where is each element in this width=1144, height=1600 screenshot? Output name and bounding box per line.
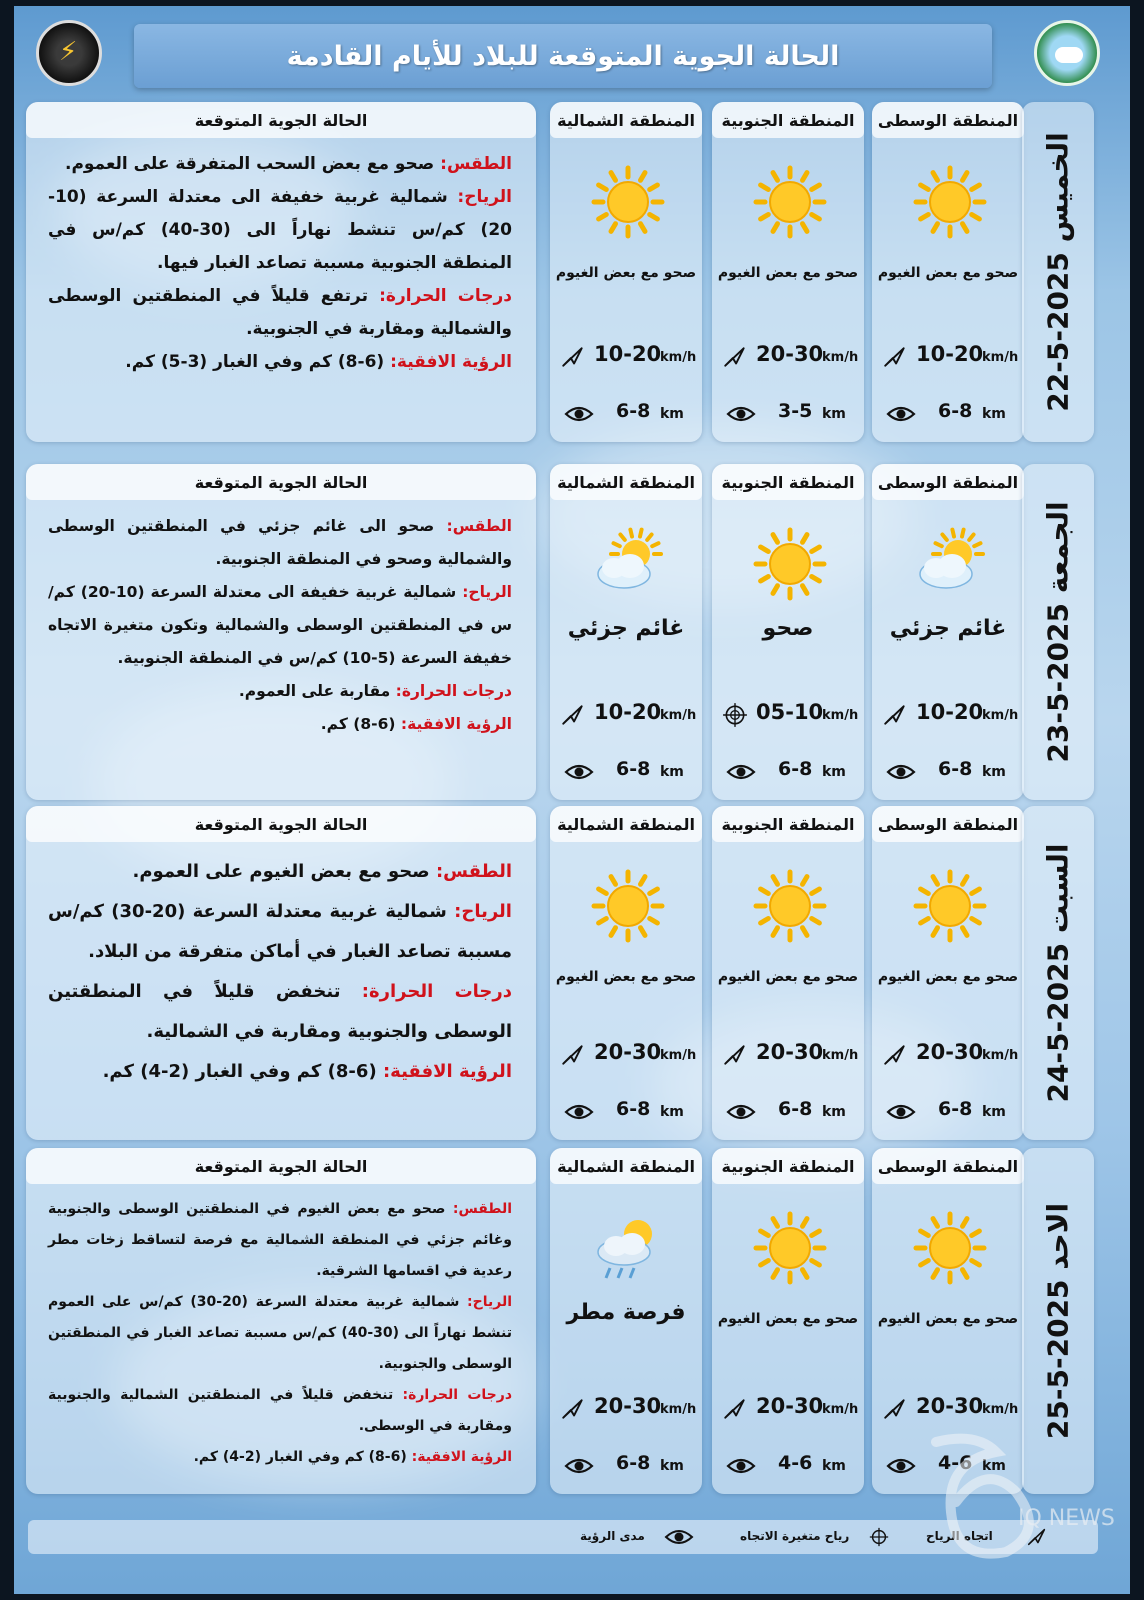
condition-text: صحو مع بعض الغيوم <box>877 969 1019 985</box>
region-name: المنطقة الوسطى <box>872 464 1024 500</box>
visibility-value: 4-6 <box>778 1452 813 1474</box>
visibility-value: 6-8 <box>616 400 651 422</box>
sun-icon <box>912 164 988 240</box>
region-name: المنطقة الجنوبية <box>712 806 864 842</box>
sun-icon <box>912 868 988 944</box>
sun-icon <box>752 164 828 240</box>
day-row <box>26 102 1096 442</box>
wind-line <box>48 892 512 972</box>
condition-text: صحو مع بعض الغيوم <box>877 1311 1019 1327</box>
forecast-description-panel <box>26 1148 536 1494</box>
visibility-row <box>550 1098 702 1128</box>
day-date: السبت 2025-5-24 <box>1041 843 1075 1103</box>
wind-line <box>48 1287 512 1380</box>
wind-direction-icon <box>882 702 908 728</box>
eye-icon <box>886 1102 916 1122</box>
forecast-text <box>48 1194 512 1473</box>
visibility-line <box>48 708 512 741</box>
visibility-value: 4-6 <box>938 1452 973 1474</box>
region-name: المنطقة الشمالية <box>550 102 702 138</box>
wind-direction-icon <box>882 1396 908 1422</box>
region-name: المنطقة الشمالية <box>550 1148 702 1184</box>
wind-speed-value: 20-30 <box>916 1040 984 1064</box>
wind-direction-icon <box>722 344 748 370</box>
partly-cloudy-icon <box>912 526 988 602</box>
sun-icon <box>752 1210 828 1286</box>
wind-speed-value: 20-30 <box>916 1394 984 1418</box>
wind-direction-icon <box>560 1042 586 1068</box>
forecast-description-panel <box>26 464 536 800</box>
visibility-unit: km <box>982 1458 1006 1474</box>
visibility-row <box>550 1452 702 1482</box>
title-banner <box>134 24 992 88</box>
eye-icon <box>664 1526 694 1548</box>
visibility-unit: km <box>822 764 846 780</box>
wind-speed-unit: km/h <box>660 1402 697 1417</box>
variable-wind-icon <box>722 702 748 728</box>
wind-speed-value: 20-30 <box>756 1394 824 1418</box>
eye-icon <box>726 1456 756 1476</box>
condition-text: صحو مع بعض الغيوم <box>555 969 697 985</box>
region-card-south <box>712 464 864 800</box>
panel-title: الحالة الجوية المتوقعة <box>26 464 536 500</box>
condition-text: صحو مع بعض الغيوم <box>717 265 859 281</box>
eye-icon <box>886 404 916 424</box>
wind-direction-icon <box>882 1042 908 1068</box>
panel-title: الحالة الجوية المتوقعة <box>26 102 536 138</box>
visibility-unit: km <box>660 1104 684 1120</box>
wind-speed-value: 20-30 <box>756 1040 824 1064</box>
wind-speed-unit: km/h <box>982 708 1019 723</box>
wind-speed-value: 20-30 <box>756 342 824 366</box>
visibility-unit: km <box>660 406 684 422</box>
wind-speed-unit: km/h <box>982 1048 1019 1063</box>
day-date: الجمعة 2025-5-23 <box>1041 501 1075 763</box>
wind-direction-icon <box>560 344 586 370</box>
temperature-line <box>48 280 512 346</box>
wind-label: الرياح: <box>462 583 512 601</box>
wind-speed-unit: km/h <box>822 708 859 723</box>
wind-speed-row <box>550 1040 702 1070</box>
sun-icon <box>912 1210 988 1286</box>
visibility-unit: km <box>982 764 1006 780</box>
visibility-text: (6-8) كم وفي الغبار (3-5) كم. <box>125 352 385 372</box>
weather-label: الطقس: <box>446 517 512 535</box>
wind-speed-unit: km/h <box>982 1402 1019 1417</box>
region-name: المنطقة الوسطى <box>872 1148 1024 1184</box>
day-row <box>26 464 1096 800</box>
day-date-box <box>1022 806 1094 1140</box>
wind-speed-row <box>872 342 1024 372</box>
region-card-north <box>550 1148 702 1494</box>
weather-text: صحو مع بعض الغيوم على العموم. <box>132 861 430 882</box>
region-name: المنطقة الشمالية <box>550 464 702 500</box>
wind-text: شمالية غربية خفيفة الى معتدلة السرعة (10-20) كم/س تنشط نهاراً الى (30-40) كم/س في المنطقة الجنوبية مسببة تصاعد الغبار فيها. <box>48 187 512 273</box>
wind-speed-value: 20-30 <box>594 1040 662 1064</box>
region-card-north <box>550 806 702 1140</box>
day-date-box <box>1022 102 1094 442</box>
temperature-text: ترتفع قليلاً في المنطقتين الوسطى والشمالية ومقاربة في الجنوبية. <box>48 286 512 339</box>
visibility-unit: km <box>822 1458 846 1474</box>
weather-line <box>48 852 512 892</box>
sun-icon <box>590 868 666 944</box>
page-title: الحالة الجوية المتوقعة للبلاد للأيام القادمة <box>286 40 840 72</box>
wind-text: شمالية غربية معتدلة السرعة (20-30) كم/س على العموم تنشط نهاراً الى (30-40) كم/س مسببة تصاعد الغبار في المنطقتين الوسطى والجنوبية. <box>48 1294 512 1372</box>
eye-icon <box>564 762 594 782</box>
wind-speed-unit: km/h <box>822 350 859 365</box>
legend-variable-wind: رياح متغيرة الاتجاه <box>740 1529 850 1543</box>
region-card-south <box>712 1148 864 1494</box>
wind-speed-row <box>550 700 702 730</box>
visibility-row <box>712 1452 864 1482</box>
forecast-text <box>48 148 512 379</box>
visibility-line <box>48 346 512 379</box>
wind-speed-value: 20-30 <box>594 1394 662 1418</box>
wind-label: الرياح: <box>454 901 512 922</box>
weather-label: الطقس: <box>452 1201 513 1217</box>
day-date-box <box>1022 464 1094 800</box>
wind-speed-value: 10-20 <box>594 342 662 366</box>
wind-speed-value: 10-20 <box>594 700 662 724</box>
forecast-text <box>48 852 512 1092</box>
wind-speed-row <box>712 700 864 730</box>
visibility-row <box>872 1098 1024 1128</box>
eye-icon <box>564 1102 594 1122</box>
condition-text: فرصة مطر <box>566 1300 686 1325</box>
visibility-label: الرؤية الافقية: <box>382 1061 512 1082</box>
wind-label: الرياح: <box>467 1294 513 1310</box>
wind-speed-row <box>550 1394 702 1424</box>
visibility-line <box>48 1442 512 1473</box>
wind-speed-unit: km/h <box>822 1048 859 1063</box>
condition-text: صحو مع بعض الغيوم <box>877 265 1019 281</box>
temperature-text: تنخفض قليلاً في المنطقتين الشمالية والجنوبية ومقاربة في الوسطى. <box>48 1387 512 1434</box>
weather-label: الطقس: <box>440 154 512 174</box>
variable-wind-icon <box>868 1526 890 1548</box>
visibility-value: 6-8 <box>616 758 651 780</box>
meteorology-organization-logo <box>36 20 102 86</box>
region-card-central <box>872 464 1024 800</box>
forecast-text <box>48 510 512 741</box>
day-date: الاحد 2025-5-25 <box>1041 1202 1075 1440</box>
region-name: المنطقة الجنوبية <box>712 102 864 138</box>
wind-speed-unit: km/h <box>822 1402 859 1417</box>
sun-icon <box>752 868 828 944</box>
visibility-row <box>550 400 702 430</box>
eye-icon <box>564 1456 594 1476</box>
wind-direction-icon <box>560 1396 586 1422</box>
condition-text: صحو <box>762 616 814 641</box>
wind-direction-icon <box>882 344 908 370</box>
forecast-poster <box>14 6 1130 1594</box>
eye-icon <box>726 762 756 782</box>
region-card-south <box>712 102 864 442</box>
temperature-label: درجات الحرارة: <box>379 286 512 306</box>
region-card-central <box>872 806 1024 1140</box>
visibility-unit: km <box>660 764 684 780</box>
weather-line <box>48 148 512 181</box>
wind-speed-unit: km/h <box>660 1048 697 1063</box>
day-row <box>26 806 1096 1140</box>
eye-icon <box>726 1102 756 1122</box>
wind-speed-row <box>872 1040 1024 1070</box>
wind-speed-value: 10-20 <box>916 700 984 724</box>
region-card-north <box>550 102 702 442</box>
temperature-line <box>48 972 512 1052</box>
wind-speed-row <box>872 700 1024 730</box>
region-name: المنطقة الجنوبية <box>712 1148 864 1184</box>
visibility-unit: km <box>982 1104 1006 1120</box>
visibility-row <box>872 758 1024 788</box>
visibility-line <box>48 1052 512 1092</box>
weather-authority-logo <box>1034 20 1100 86</box>
wind-direction-icon <box>722 1396 748 1422</box>
region-card-south <box>712 806 864 1140</box>
visibility-row <box>550 758 702 788</box>
wind-speed-row <box>712 342 864 372</box>
wind-speed-row <box>550 342 702 372</box>
wind-speed-value: 10-20 <box>916 342 984 366</box>
temperature-line <box>48 1380 512 1442</box>
visibility-unit: km <box>982 406 1006 422</box>
wind-label: الرياح: <box>457 187 512 207</box>
visibility-unit: km <box>822 1104 846 1120</box>
wind-speed-unit: km/h <box>982 350 1019 365</box>
visibility-value: 6-8 <box>938 400 973 422</box>
visibility-value: 6-8 <box>778 1098 813 1120</box>
sun-icon <box>752 526 828 602</box>
visibility-label: الرؤية الافقية: <box>411 1449 512 1465</box>
visibility-label: الرؤية الافقية: <box>400 715 512 733</box>
temperature-label: درجات الحرارة: <box>395 682 512 700</box>
visibility-value: 6-8 <box>778 758 813 780</box>
visibility-label: الرؤية الافقية: <box>390 352 512 372</box>
legend-wind-direction: اتجاه الرياح <box>926 1529 993 1543</box>
visibility-row <box>872 400 1024 430</box>
forecast-description-panel <box>26 806 536 1140</box>
wind-speed-row <box>712 1040 864 1070</box>
iq-news-watermark-logo <box>906 1422 1116 1572</box>
visibility-row <box>712 1098 864 1128</box>
visibility-row <box>712 758 864 788</box>
wind-speed-row <box>872 1394 1024 1424</box>
sun-icon <box>590 164 666 240</box>
weather-text: صحو الى غائم جزئي في المنطقتين الوسطى والشمالية وصحو في المنطقة الجنوبية. <box>48 517 512 568</box>
temperature-label: درجات الحرارة: <box>402 1387 512 1403</box>
visibility-value: 6-8 <box>938 758 973 780</box>
wind-speed-row <box>712 1394 864 1424</box>
visibility-unit: km <box>660 1458 684 1474</box>
eye-icon <box>886 762 916 782</box>
eye-icon <box>564 404 594 424</box>
visibility-value: 6-8 <box>938 1098 973 1120</box>
panel-title: الحالة الجوية المتوقعة <box>26 1148 536 1184</box>
wind-line <box>48 576 512 675</box>
visibility-text: (6-8) كم وفي الغبار (2-4) كم. <box>193 1449 407 1465</box>
legend-visibility: مدى الرؤية <box>580 1529 645 1543</box>
temperature-text: مقاربة على العموم. <box>238 682 391 700</box>
weather-text: صحو مع بعض الغيوم في المنطقتين الوسطى والجنوبية وغائم جزئي في المنطقة الشمالية مع فرصة لتساقط زخات مطر رعدية في اقسامها الشرقية. <box>48 1201 512 1279</box>
visibility-row <box>712 400 864 430</box>
weather-label: الطقس: <box>435 861 512 882</box>
region-name: المنطقة الوسطى <box>872 806 1024 842</box>
region-card-north <box>550 464 702 800</box>
visibility-value: 6-8 <box>616 1098 651 1120</box>
visibility-text: (6-8) كم وفي الغبار (2-4) كم. <box>102 1061 377 1082</box>
temperature-label: درجات الحرارة: <box>361 981 512 1002</box>
wind-direction-icon <box>560 702 586 728</box>
temperature-line <box>48 675 512 708</box>
temperature-text: تنخفض قليلاً في المنطقتين الوسطى والجنوبية ومقاربة في الشمالية. <box>48 981 512 1042</box>
weather-line <box>48 510 512 576</box>
wind-text: شمالية غربية معتدلة السرعة (20-30) كم/س مسببة تصاعد الغبار في أماكن متفرقة من البلاد. <box>48 901 512 962</box>
weather-line <box>48 1194 512 1287</box>
forecast-description-panel <box>26 102 536 442</box>
day-date: الخميس 2025-5-22 <box>1041 132 1075 412</box>
visibility-text: (6-8) كم. <box>320 715 396 733</box>
wind-speed-unit: km/h <box>660 708 697 723</box>
eye-icon <box>726 404 756 424</box>
region-name: المنطقة الجنوبية <box>712 464 864 500</box>
visibility-unit: km <box>822 406 846 422</box>
region-name: المنطقة الوسطى <box>872 102 1024 138</box>
wind-text: شمالية غربية خفيفة الى معتدلة السرعة (10-20) كم/س في المنطقتين الوسطى والشمالية وتكون متغيرة الاتجاه خفيفة السرعة (5-10) كم/س في المنطقة الجنوبية. <box>48 583 512 667</box>
condition-text: غائم جزئي <box>567 616 685 641</box>
condition-text: صحو مع بعض الغيوم <box>717 969 859 985</box>
wind-speed-value: 05-10 <box>756 700 824 724</box>
condition-text: صحو مع بعض الغيوم <box>717 1311 859 1327</box>
visibility-value: 6-8 <box>616 1452 651 1474</box>
panel-title: الحالة الجوية المتوقعة <box>26 806 536 842</box>
visibility-value: 3-5 <box>778 400 813 422</box>
rain-cloud-icon <box>590 1210 666 1286</box>
wind-speed-unit: km/h <box>660 350 697 365</box>
wind-line <box>48 181 512 280</box>
partly-cloudy-icon <box>590 526 666 602</box>
weather-text: صحو مع بعض السحب المتفرقة على العموم. <box>64 154 435 174</box>
region-name: المنطقة الشمالية <box>550 806 702 842</box>
region-card-central <box>872 102 1024 442</box>
condition-text: صحو مع بعض الغيوم <box>555 265 697 281</box>
wind-direction-icon <box>722 1042 748 1068</box>
watermark-text: IQ NEWS <box>1018 1506 1115 1531</box>
condition-text: غائم جزئي <box>889 616 1007 641</box>
